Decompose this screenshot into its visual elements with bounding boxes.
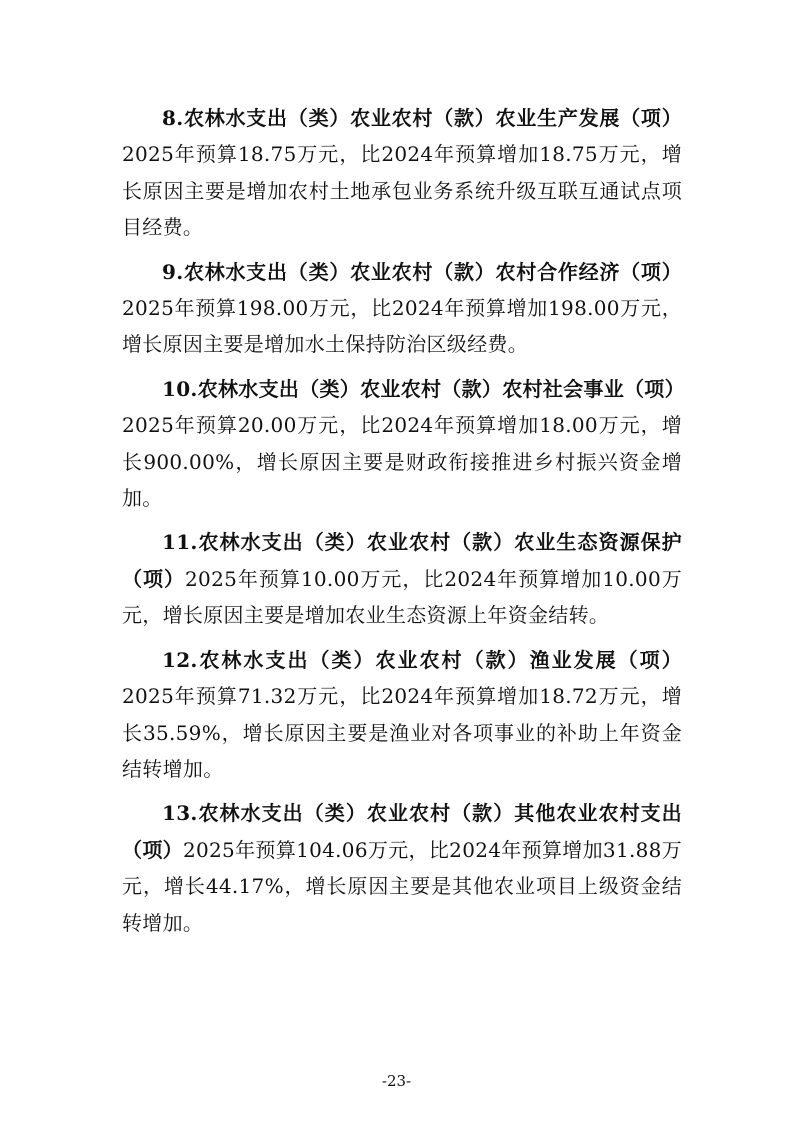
paragraph-item-10 xyxy=(122,371,685,517)
paragraph-text: 2025年预算18.75万元，比2024年预算增加18.75万元，增长原因主要是增加农村土地承包业务系统升级互联互通试点项目经费。 xyxy=(122,142,682,240)
paragraph-heading: 9.农林水支出（类）农业农村（款）农村合作经济（项） xyxy=(162,259,682,284)
page-number: -23- xyxy=(381,1072,412,1090)
paragraph-text: 2025年预算104.06万元，比2024年预算增加31.88万元，增长44.17%，增长原因主要是其他农业项目上级资金结转增加。 xyxy=(122,837,682,935)
paragraph-heading: 8.农林水支出（类）农业农村（款）农业生产发展（项） xyxy=(162,106,682,130)
paragraph-text: 2025年预算198.00万元，比2024年预算增加198.00万元，增长原因主要是增加水土保持防治区级经费。 xyxy=(122,296,682,357)
paragraph-item-8 xyxy=(122,100,682,246)
paragraph-item-9 xyxy=(122,254,682,363)
paragraph-heading: 10.农林水支出（类）农业农村（款）农村社会事业（项） xyxy=(162,376,685,401)
paragraph-text: 2025年预算71.32万元，比2024年预算增加18.72万元，增长35.59%，增长原因主要是渔业对各项事业的补助上年资金结转增加。 xyxy=(122,684,682,781)
paragraph-item-12 xyxy=(122,642,682,788)
paragraph-text: 2025年预算10.00万元，比2024年预算增加10.00万元，增长原因主要是增加农业生态资源上年资金结转。 xyxy=(122,566,682,628)
paragraph-item-13 xyxy=(122,795,682,941)
paragraph-heading: 12.农林水支出（类）农业农村（款）渔业发展（项） xyxy=(162,647,682,672)
paragraph-heading: 11.农林水支出（类）农业农村（款）农业生态资源保护（项） xyxy=(122,530,682,591)
paragraph-text: 2025年预算20.00万元，比2024年预算增加18.00万元，增长900.00%，增长原因主要是财政衔接推进乡村振兴资金增加。 xyxy=(122,413,682,511)
document-body xyxy=(122,100,685,949)
paragraph-heading: 13.农林水支出（类）农业农村（款）其他农业农村支出（项） xyxy=(122,801,682,862)
paragraph-item-11 xyxy=(122,524,682,633)
